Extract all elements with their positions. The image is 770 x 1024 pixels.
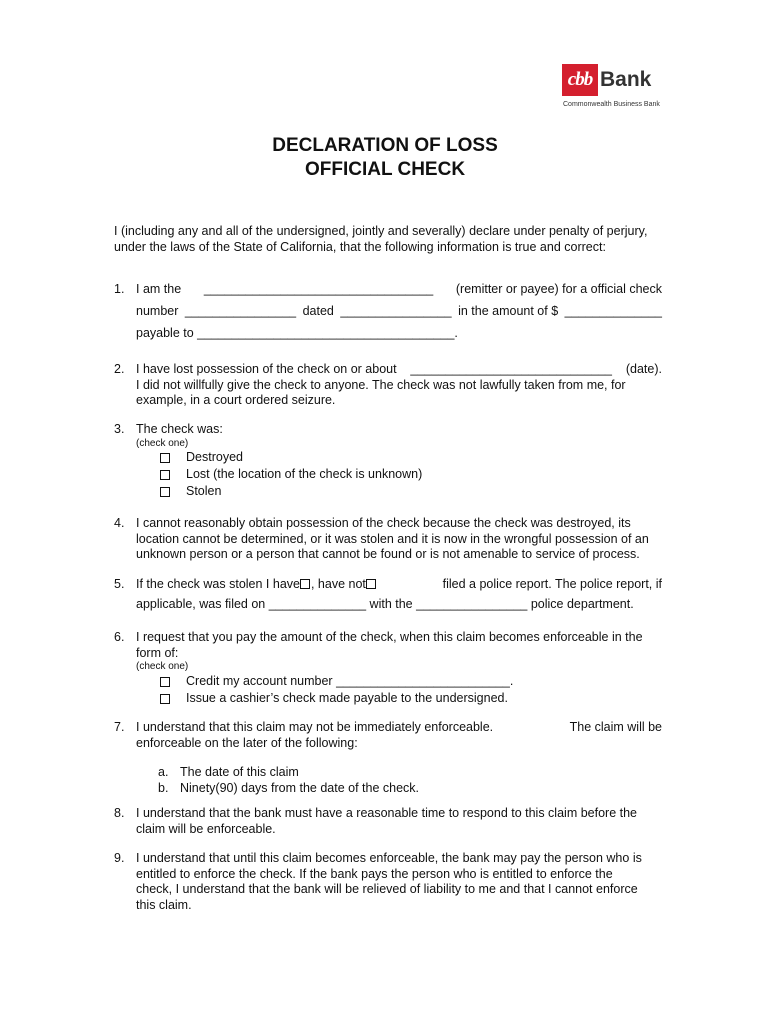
bank-logo [562,64,672,110]
item-number: 7. [114,720,125,734]
item-line [136,362,662,378]
checkbox[interactable] [160,453,170,463]
item-line: I did not willfully give the check to anyone. The check was not lawfully taken from me, for [136,377,626,392]
item-line: I cannot reasonably obtain possession of the check because the check was destroyed, its [136,516,631,530]
option-label: Issue a cashier’s check made payable to the undersigned. [186,690,508,705]
item-line: I understand that until this claim becomes enforceable, the bank may pay the person who is [136,851,642,865]
item-line [136,326,662,348]
item-number: 4. [114,516,125,530]
item-body [136,630,662,707]
payee-blank[interactable]: _____________________________________ [197,326,455,340]
checkbox[interactable] [160,677,170,687]
text: If the check was stolen I have , have not [136,577,377,597]
sub-item-b: b. Ninety(90) days from the date of the check. [158,780,420,795]
item-line [136,577,662,597]
option-label: Destroyed [186,450,243,465]
logo-subtitle: Commonwealth Business Bank [563,101,660,108]
have-filed-checkbox[interactable] [300,579,310,589]
text: filed a police report. The police report, if [442,577,662,591]
item-line: entitled to enforce the check. If the bank pays the person who is entitled to enforce the [136,866,613,881]
checkbox[interactable] [160,694,170,704]
text: (remitter or payee) for a official check [455,282,662,296]
option-destroyed[interactable] [136,450,662,467]
item-body [136,362,662,409]
option-cashiers-check[interactable] [136,690,662,707]
loss-date-blank[interactable]: _____________________________ [410,362,613,376]
item-body [136,851,662,913]
checkbox[interactable] [160,487,170,497]
logo-mark: cbb [562,64,598,96]
check-number-blank[interactable]: ________________ [184,304,297,318]
sub-item-a: a. The date of this claim [158,765,299,779]
check-date-blank[interactable]: ________________ [340,304,452,318]
item-line: enforceable on the later of the following: [136,735,358,750]
item-number: 2. [114,362,125,376]
item-line: check, I understand that the bank will be relieved of liability to me and that I cannot enforce [136,882,638,896]
option-label: Credit my account number [186,673,333,688]
text: payable to [136,326,194,340]
account-number-blank[interactable]: _________________________ [336,673,510,688]
police-department-blank[interactable]: ________________ [416,597,528,611]
option-credit-account[interactable]: Credit my account number _________________________ . [136,673,662,690]
item-body [136,720,662,796]
amount-blank[interactable]: ______________ [564,304,662,318]
check-one-note: (check one) [136,437,189,449]
item-line: claim will be enforceable. [136,821,276,836]
text: number [136,304,179,318]
item-line [136,597,662,617]
have-not-filed-checkbox[interactable] [366,579,376,589]
item-number: 6. [114,630,125,644]
report-date-blank[interactable]: ______________ [268,597,367,611]
item-number: 9. [114,851,125,865]
item-number: 8. [114,806,125,820]
item-number: 3. [114,422,125,436]
item-line: location cannot be determined, or it was stolen and it is now in the wrongful possession of an [136,531,649,546]
text: in the amount of $ [458,304,559,318]
item-body [136,806,662,837]
checkbox[interactable] [160,470,170,480]
item-number: 5. [114,577,125,591]
item-line [136,304,662,326]
document-subtitle: OFFICIAL CHECK [304,159,466,180]
intro-line: under the laws of the State of California, that the following information is true and correct: [114,239,606,254]
item-line: I understand that this claim may not be immediately enforceable. The claim will be [136,720,662,734]
text: (date). [625,362,662,376]
text: with the [369,597,413,611]
item-line: The check was: [136,422,223,436]
intro-line: I (including any and all of the undersigned, jointly and severally) declare under penalty of perjury, [114,224,648,238]
item-number: 1. [114,282,125,296]
logo-word: Bank [600,68,652,91]
option-label: Stolen [186,484,222,499]
text: I have lost possession of the check on or about [136,362,397,376]
item-line: I understand that the bank must have a reasonable time to respond to this claim before the [136,806,637,820]
item-line [136,282,662,304]
text: applicable, was filed on [136,597,266,611]
text: dated [302,304,334,318]
item-line: unknown person or a person that cannot be found or is not amenable to service of process. [136,547,640,561]
text: police department. [530,597,634,611]
item-line: I request that you pay the amount of the check, when this claim becomes enforceable in the [136,630,643,644]
text: . [454,326,458,340]
item-line: form of: [136,645,179,660]
check-one-note: (check one) [136,661,189,672]
item-line: example, in a court ordered seizure. [136,393,336,407]
intro-paragraph [114,224,662,255]
option-stolen[interactable] [136,484,662,501]
item-body [136,516,662,563]
text: I am the [136,282,182,296]
item-body [136,577,662,617]
remitter-name-blank[interactable]: _________________________________ [203,282,434,296]
option-lost[interactable] [136,467,662,484]
item-body [136,422,662,501]
item-body [136,282,662,348]
document-title: DECLARATION OF LOSS [272,135,498,156]
item-line: this claim. [136,897,192,912]
option-label: Lost (the location of the check is unknown) [186,467,423,482]
